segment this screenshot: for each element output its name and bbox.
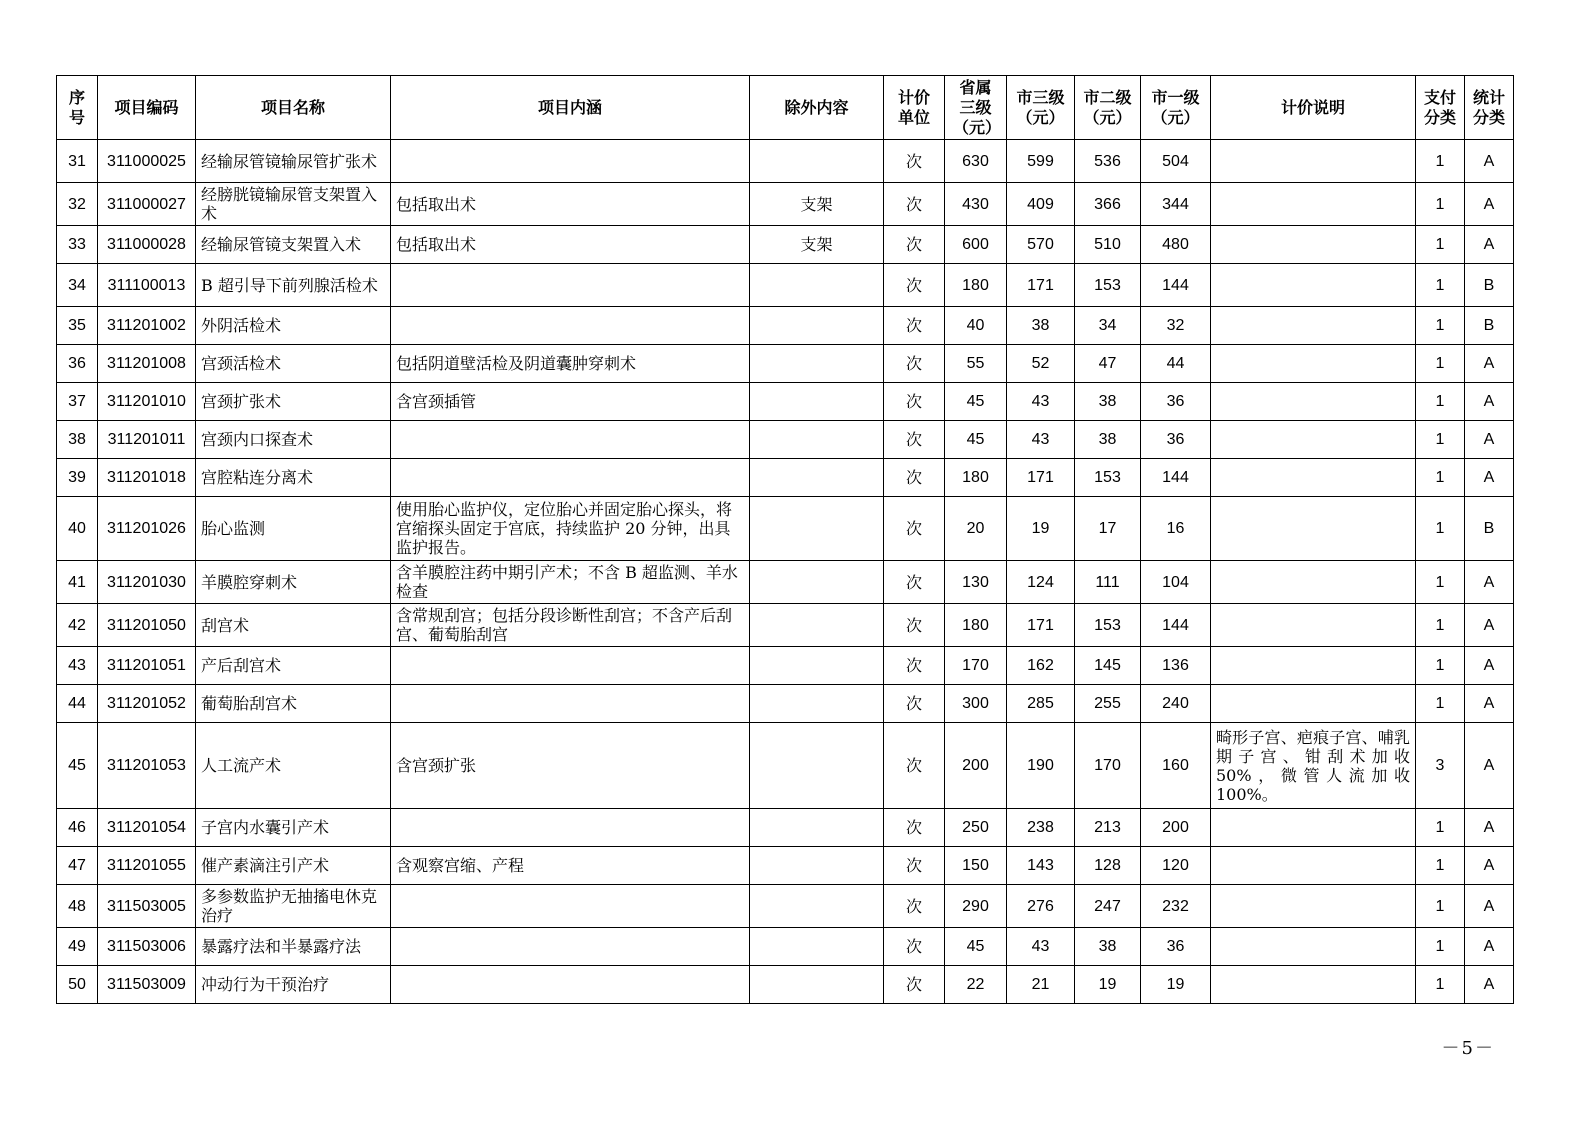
cell-price-city3: 52 (1007, 345, 1075, 383)
header-pay-class: 支付分类 (1416, 76, 1465, 140)
cell-excluded (750, 723, 884, 809)
cell-code: 311503006 (98, 928, 196, 966)
cell-content (391, 928, 750, 966)
cell-price-city1: 16 (1141, 497, 1211, 561)
cell-seq: 31 (57, 140, 98, 183)
cell-unit: 次 (884, 561, 945, 604)
cell-name: 羊膜腔穿刺术 (196, 561, 391, 604)
header-excluded: 除外内容 (750, 76, 884, 140)
cell-name: 葡萄胎刮宫术 (196, 685, 391, 723)
table-row (57, 809, 1514, 847)
cell-pay-class: 1 (1416, 459, 1465, 497)
header-row (57, 76, 1514, 140)
cell-seq: 34 (57, 264, 98, 307)
cell-pay-class: 1 (1416, 421, 1465, 459)
cell-pay-class: 1 (1416, 264, 1465, 307)
cell-price-city1: 480 (1141, 226, 1211, 264)
cell-price-city1: 36 (1141, 928, 1211, 966)
cell-unit: 次 (884, 497, 945, 561)
cell-price-city1: 120 (1141, 847, 1211, 885)
cell-unit: 次 (884, 140, 945, 183)
cell-content: 使用胎心监护仪，定位胎心并固定胎心探头，将宫缩探头固定于宫底，持续监护 20 分钟，出具监护报告。 (391, 497, 750, 561)
cell-pay-class: 1 (1416, 226, 1465, 264)
cell-unit: 次 (884, 421, 945, 459)
cell-stat-class: A (1465, 928, 1514, 966)
cell-seq: 38 (57, 421, 98, 459)
cell-stat-class: A (1465, 647, 1514, 685)
cell-pay-class: 1 (1416, 885, 1465, 928)
cell-pay-class: 3 (1416, 723, 1465, 809)
cell-content: 包括取出术 (391, 226, 750, 264)
cell-code: 311201010 (98, 383, 196, 421)
cell-code: 311100013 (98, 264, 196, 307)
cell-price-city1: 136 (1141, 647, 1211, 685)
cell-price-prov3: 430 (945, 183, 1007, 226)
cell-stat-class: A (1465, 226, 1514, 264)
cell-price-city3: 171 (1007, 459, 1075, 497)
cell-stat-class: A (1465, 809, 1514, 847)
cell-excluded (750, 307, 884, 345)
cell-name: 宫颈内口探查术 (196, 421, 391, 459)
cell-unit: 次 (884, 604, 945, 647)
cell-content (391, 307, 750, 345)
cell-unit: 次 (884, 723, 945, 809)
cell-stat-class: A (1465, 685, 1514, 723)
cell-note (1211, 140, 1416, 183)
cell-code: 311201051 (98, 647, 196, 685)
price-table (56, 75, 1514, 1004)
cell-code: 311201026 (98, 497, 196, 561)
cell-excluded (750, 604, 884, 647)
cell-price-city3: 276 (1007, 885, 1075, 928)
cell-price-city2: 38 (1075, 421, 1141, 459)
cell-seq: 46 (57, 809, 98, 847)
cell-unit: 次 (884, 809, 945, 847)
cell-price-city1: 144 (1141, 264, 1211, 307)
cell-price-prov3: 150 (945, 847, 1007, 885)
cell-price-prov3: 250 (945, 809, 1007, 847)
cell-price-prov3: 180 (945, 264, 1007, 307)
cell-code: 311000027 (98, 183, 196, 226)
cell-price-city3: 570 (1007, 226, 1075, 264)
cell-seq: 47 (57, 847, 98, 885)
cell-note (1211, 497, 1416, 561)
cell-pay-class: 1 (1416, 140, 1465, 183)
cell-price-city1: 32 (1141, 307, 1211, 345)
header-content: 项目内涵 (391, 76, 750, 140)
cell-price-city2: 213 (1075, 809, 1141, 847)
cell-excluded (750, 264, 884, 307)
header-note: 计价说明 (1211, 76, 1416, 140)
cell-price-prov3: 20 (945, 497, 1007, 561)
cell-excluded (750, 421, 884, 459)
cell-name: 人工流产术 (196, 723, 391, 809)
cell-code: 311201052 (98, 685, 196, 723)
cell-price-city1: 160 (1141, 723, 1211, 809)
cell-price-city3: 285 (1007, 685, 1075, 723)
cell-price-city3: 162 (1007, 647, 1075, 685)
cell-price-prov3: 45 (945, 928, 1007, 966)
cell-price-city3: 21 (1007, 966, 1075, 1004)
cell-seq: 33 (57, 226, 98, 264)
page-number: －5－ (1441, 1038, 1495, 1059)
cell-seq: 44 (57, 685, 98, 723)
table-row (57, 383, 1514, 421)
cell-price-city2: 510 (1075, 226, 1141, 264)
cell-seq: 35 (57, 307, 98, 345)
cell-excluded (750, 383, 884, 421)
cell-seq: 40 (57, 497, 98, 561)
cell-price-city3: 238 (1007, 809, 1075, 847)
cell-code: 311201011 (98, 421, 196, 459)
cell-name: 暴露疗法和半暴露疗法 (196, 928, 391, 966)
cell-pay-class: 1 (1416, 183, 1465, 226)
table-row (57, 345, 1514, 383)
cell-content: 含宫颈插管 (391, 383, 750, 421)
cell-note (1211, 307, 1416, 345)
table-row (57, 497, 1514, 561)
cell-excluded (750, 809, 884, 847)
cell-note (1211, 928, 1416, 966)
cell-pay-class: 1 (1416, 345, 1465, 383)
cell-pay-class: 1 (1416, 307, 1465, 345)
cell-unit: 次 (884, 847, 945, 885)
cell-price-city1: 44 (1141, 345, 1211, 383)
cell-excluded (750, 459, 884, 497)
cell-unit: 次 (884, 345, 945, 383)
cell-stat-class: A (1465, 383, 1514, 421)
cell-price-city3: 143 (1007, 847, 1075, 885)
cell-price-city3: 38 (1007, 307, 1075, 345)
cell-excluded (750, 928, 884, 966)
cell-price-city2: 366 (1075, 183, 1141, 226)
cell-unit: 次 (884, 685, 945, 723)
cell-price-city2: 128 (1075, 847, 1141, 885)
cell-price-prov3: 180 (945, 604, 1007, 647)
cell-stat-class: B (1465, 307, 1514, 345)
table-row (57, 183, 1514, 226)
cell-price-prov3: 600 (945, 226, 1007, 264)
header-stat-class: 统计分类 (1465, 76, 1514, 140)
header-code: 项目编码 (98, 76, 196, 140)
cell-excluded (750, 647, 884, 685)
cell-stat-class: A (1465, 140, 1514, 183)
cell-price-prov3: 45 (945, 421, 1007, 459)
header-price-city3: 市三级（元） (1007, 76, 1075, 140)
table-row (57, 264, 1514, 307)
cell-note (1211, 183, 1416, 226)
cell-name: 刮宫术 (196, 604, 391, 647)
cell-stat-class: A (1465, 345, 1514, 383)
cell-excluded (750, 885, 884, 928)
cell-price-city3: 43 (1007, 421, 1075, 459)
cell-pay-class: 1 (1416, 966, 1465, 1004)
cell-note (1211, 885, 1416, 928)
cell-note (1211, 685, 1416, 723)
cell-name: 经输尿管镜输尿管扩张术 (196, 140, 391, 183)
cell-price-city1: 232 (1141, 885, 1211, 928)
cell-name: 经输尿管镜支架置入术 (196, 226, 391, 264)
cell-excluded (750, 966, 884, 1004)
cell-note (1211, 383, 1416, 421)
cell-price-city2: 247 (1075, 885, 1141, 928)
cell-price-city1: 19 (1141, 966, 1211, 1004)
cell-unit: 次 (884, 459, 945, 497)
table-row (57, 140, 1514, 183)
cell-stat-class: B (1465, 497, 1514, 561)
cell-price-city2: 153 (1075, 264, 1141, 307)
cell-seq: 49 (57, 928, 98, 966)
cell-price-city3: 43 (1007, 928, 1075, 966)
cell-note (1211, 647, 1416, 685)
cell-pay-class: 1 (1416, 604, 1465, 647)
cell-price-city3: 171 (1007, 604, 1075, 647)
cell-stat-class: A (1465, 561, 1514, 604)
cell-content (391, 421, 750, 459)
cell-price-prov3: 290 (945, 885, 1007, 928)
cell-note (1211, 421, 1416, 459)
cell-price-city2: 153 (1075, 459, 1141, 497)
cell-name: 外阴活检术 (196, 307, 391, 345)
cell-price-city1: 36 (1141, 421, 1211, 459)
cell-stat-class: A (1465, 421, 1514, 459)
cell-excluded (750, 497, 884, 561)
cell-pay-class: 1 (1416, 383, 1465, 421)
cell-code: 311201050 (98, 604, 196, 647)
cell-price-city2: 145 (1075, 647, 1141, 685)
cell-price-city1: 504 (1141, 140, 1211, 183)
cell-stat-class: A (1465, 847, 1514, 885)
cell-stat-class: A (1465, 183, 1514, 226)
table-row (57, 226, 1514, 264)
table-body (57, 140, 1514, 1004)
cell-price-city2: 170 (1075, 723, 1141, 809)
cell-unit: 次 (884, 383, 945, 421)
table-row (57, 723, 1514, 809)
header-seq: 序号 (57, 76, 98, 140)
cell-unit: 次 (884, 183, 945, 226)
cell-seq: 48 (57, 885, 98, 928)
cell-price-prov3: 170 (945, 647, 1007, 685)
cell-name: 胎心监测 (196, 497, 391, 561)
cell-seq: 43 (57, 647, 98, 685)
cell-name: 产后刮宫术 (196, 647, 391, 685)
cell-content (391, 264, 750, 307)
cell-note (1211, 561, 1416, 604)
cell-name: 冲动行为干预治疗 (196, 966, 391, 1004)
cell-seq: 50 (57, 966, 98, 1004)
cell-seq: 37 (57, 383, 98, 421)
cell-pay-class: 1 (1416, 561, 1465, 604)
cell-price-city3: 43 (1007, 383, 1075, 421)
cell-price-city3: 599 (1007, 140, 1075, 183)
cell-stat-class: A (1465, 885, 1514, 928)
cell-content: 包括取出术 (391, 183, 750, 226)
cell-code: 311201002 (98, 307, 196, 345)
cell-content: 包括阴道壁活检及阴道囊肿穿刺术 (391, 345, 750, 383)
table-row (57, 459, 1514, 497)
cell-excluded (750, 561, 884, 604)
cell-stat-class: A (1465, 459, 1514, 497)
cell-code: 311201030 (98, 561, 196, 604)
cell-seq: 36 (57, 345, 98, 383)
table-row (57, 685, 1514, 723)
header-price-prov3: 省属三级（元） (945, 76, 1007, 140)
header-name: 项目名称 (196, 76, 391, 140)
cell-pay-class: 1 (1416, 928, 1465, 966)
cell-excluded (750, 345, 884, 383)
cell-unit: 次 (884, 307, 945, 345)
cell-content (391, 140, 750, 183)
cell-price-city2: 536 (1075, 140, 1141, 183)
cell-seq: 32 (57, 183, 98, 226)
cell-note: 畸形子宫、疤痕子宫、哺乳期子宫、钳刮术加收 50%，微管人流加收 100%。 (1211, 723, 1416, 809)
cell-excluded (750, 140, 884, 183)
cell-price-prov3: 130 (945, 561, 1007, 604)
cell-price-city2: 47 (1075, 345, 1141, 383)
cell-code: 311201008 (98, 345, 196, 383)
cell-price-city3: 19 (1007, 497, 1075, 561)
cell-price-city2: 34 (1075, 307, 1141, 345)
cell-name: 宫颈扩张术 (196, 383, 391, 421)
cell-unit: 次 (884, 885, 945, 928)
cell-price-city1: 144 (1141, 604, 1211, 647)
cell-price-city2: 38 (1075, 928, 1141, 966)
cell-seq: 39 (57, 459, 98, 497)
cell-seq: 42 (57, 604, 98, 647)
cell-pay-class: 1 (1416, 647, 1465, 685)
cell-note (1211, 264, 1416, 307)
cell-price-city2: 255 (1075, 685, 1141, 723)
cell-name: 子宫内水囊引产术 (196, 809, 391, 847)
cell-note (1211, 809, 1416, 847)
cell-price-prov3: 200 (945, 723, 1007, 809)
cell-code: 311503009 (98, 966, 196, 1004)
cell-unit: 次 (884, 226, 945, 264)
cell-code: 311201055 (98, 847, 196, 885)
cell-price-city2: 111 (1075, 561, 1141, 604)
cell-code: 311503005 (98, 885, 196, 928)
cell-price-city1: 240 (1141, 685, 1211, 723)
cell-price-city3: 190 (1007, 723, 1075, 809)
cell-price-city2: 38 (1075, 383, 1141, 421)
cell-content (391, 885, 750, 928)
cell-stat-class: A (1465, 723, 1514, 809)
table-row (57, 604, 1514, 647)
cell-content: 含宫颈扩张 (391, 723, 750, 809)
table-row (57, 966, 1514, 1004)
cell-name: B 超引导下前列腺活检术 (196, 264, 391, 307)
cell-price-city1: 36 (1141, 383, 1211, 421)
cell-price-city3: 409 (1007, 183, 1075, 226)
cell-seq: 45 (57, 723, 98, 809)
cell-price-prov3: 180 (945, 459, 1007, 497)
cell-note (1211, 459, 1416, 497)
cell-unit: 次 (884, 647, 945, 685)
cell-price-city1: 344 (1141, 183, 1211, 226)
cell-code: 311201018 (98, 459, 196, 497)
cell-stat-class: B (1465, 264, 1514, 307)
cell-content (391, 966, 750, 1004)
cell-name: 经膀胱镜输尿管支架置入术 (196, 183, 391, 226)
cell-content (391, 685, 750, 723)
header-unit: 计价单位 (884, 76, 945, 140)
cell-price-city1: 200 (1141, 809, 1211, 847)
table-row (57, 885, 1514, 928)
cell-name: 宫颈活检术 (196, 345, 391, 383)
cell-price-prov3: 40 (945, 307, 1007, 345)
cell-note (1211, 226, 1416, 264)
header-price-city1: 市一级（元） (1141, 76, 1211, 140)
cell-excluded: 支架 (750, 226, 884, 264)
cell-name: 多参数监护无抽搐电休克治疗 (196, 885, 391, 928)
cell-content: 含常规刮宫；包括分段诊断性刮宫；不含产后刮宫、葡萄胎刮宫 (391, 604, 750, 647)
cell-price-city2: 19 (1075, 966, 1141, 1004)
cell-note (1211, 604, 1416, 647)
cell-content (391, 459, 750, 497)
cell-content (391, 647, 750, 685)
cell-content: 含羊膜腔注药中期引产术；不含 B 超监测、羊水检查 (391, 561, 750, 604)
cell-unit: 次 (884, 966, 945, 1004)
cell-stat-class: A (1465, 604, 1514, 647)
table-row (57, 421, 1514, 459)
cell-price-city3: 124 (1007, 561, 1075, 604)
cell-note (1211, 345, 1416, 383)
table-row (57, 561, 1514, 604)
cell-price-city1: 144 (1141, 459, 1211, 497)
cell-price-city3: 171 (1007, 264, 1075, 307)
cell-name: 催产素滴注引产术 (196, 847, 391, 885)
table-row (57, 928, 1514, 966)
cell-pay-class: 1 (1416, 685, 1465, 723)
cell-price-prov3: 300 (945, 685, 1007, 723)
cell-stat-class: A (1465, 966, 1514, 1004)
cell-content (391, 809, 750, 847)
cell-pay-class: 1 (1416, 497, 1465, 561)
cell-pay-class: 1 (1416, 847, 1465, 885)
cell-content: 含观察宫缩、产程 (391, 847, 750, 885)
cell-code: 311000028 (98, 226, 196, 264)
cell-unit: 次 (884, 928, 945, 966)
cell-price-city1: 104 (1141, 561, 1211, 604)
cell-price-prov3: 630 (945, 140, 1007, 183)
cell-code: 311000025 (98, 140, 196, 183)
cell-excluded (750, 685, 884, 723)
table-row (57, 647, 1514, 685)
cell-pay-class: 1 (1416, 809, 1465, 847)
cell-code: 311201054 (98, 809, 196, 847)
cell-code: 311201053 (98, 723, 196, 809)
cell-seq: 41 (57, 561, 98, 604)
cell-note (1211, 966, 1416, 1004)
cell-price-city2: 17 (1075, 497, 1141, 561)
header-price-city2: 市二级（元） (1075, 76, 1141, 140)
cell-price-prov3: 55 (945, 345, 1007, 383)
cell-price-prov3: 22 (945, 966, 1007, 1004)
table-row (57, 847, 1514, 885)
cell-excluded (750, 847, 884, 885)
cell-unit: 次 (884, 264, 945, 307)
cell-price-prov3: 45 (945, 383, 1007, 421)
table-row (57, 307, 1514, 345)
cell-name: 宫腔粘连分离术 (196, 459, 391, 497)
cell-note (1211, 847, 1416, 885)
cell-price-city2: 153 (1075, 604, 1141, 647)
cell-excluded: 支架 (750, 183, 884, 226)
